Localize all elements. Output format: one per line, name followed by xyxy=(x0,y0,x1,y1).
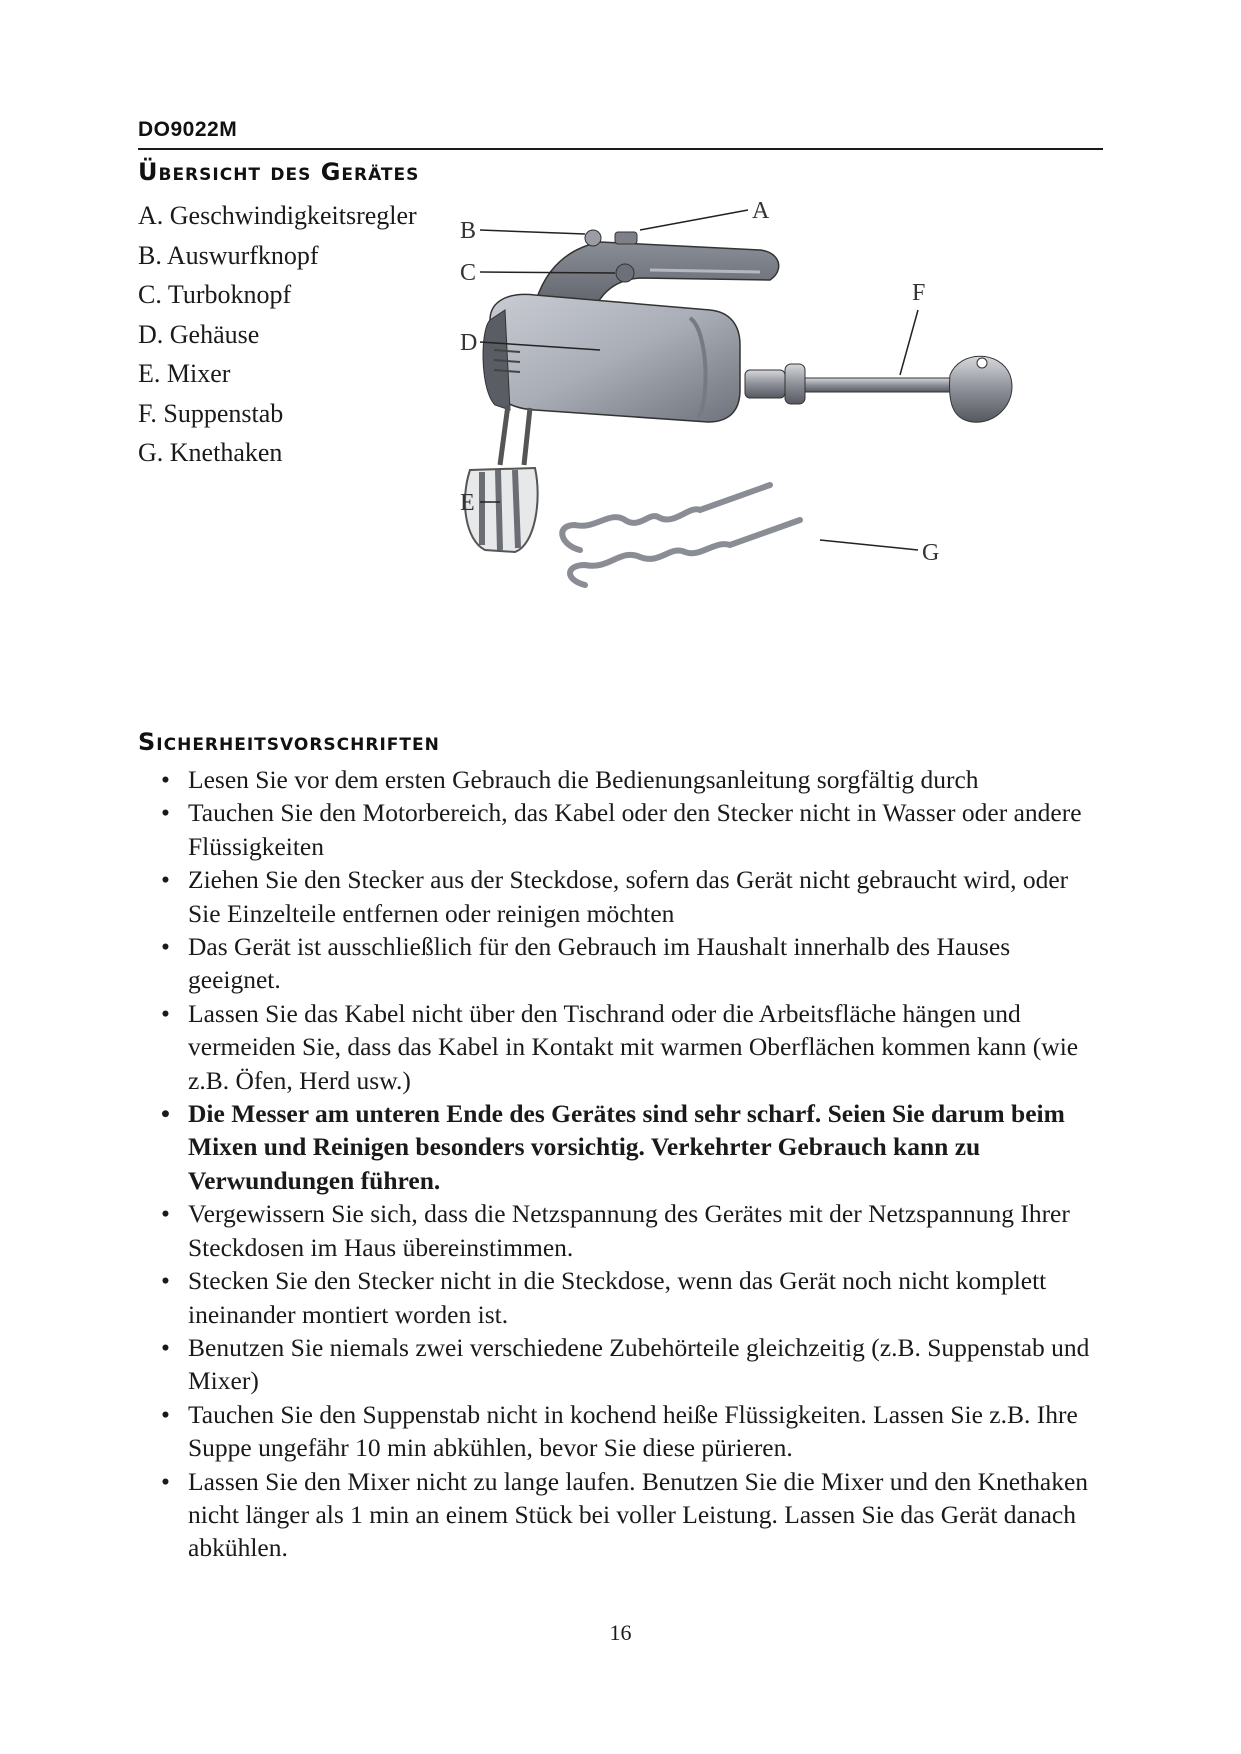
part-item-g: G. Knethaken xyxy=(138,438,283,467)
safety-item: • Vergewissern Sie sich, dass die Netzspannung des Gerätes mit der Netzspannung Ihrer Steckdosen im Haus übereinstimmen. xyxy=(136,1197,1106,1264)
part-item-e: E. Mixer xyxy=(138,359,231,388)
safety-item: • Lassen Sie den Mixer nicht zu lange laufen. Benutzen Sie die Mixer und den Knethaken nicht länger als 1 min an einem Stück bei voller Leistung. Lassen Sie das Gerät danach abkühlen. xyxy=(136,1465,1106,1565)
hand-mixer-diagram xyxy=(460,200,1030,670)
diagram-label-d: D xyxy=(460,330,478,356)
diagram-label-e: E xyxy=(460,490,475,516)
safety-item: • Stecken Sie den Stecker nicht in die Steckdose, wenn das Gerät noch nicht komplett ineinander montiert worden ist. xyxy=(136,1264,1106,1331)
part-item-c: C. Turboknopf xyxy=(138,280,292,309)
diagram-label-a: A xyxy=(752,200,770,224)
safety-heading: Sicherheitsvorschriften xyxy=(138,728,440,756)
mixer-housing xyxy=(483,294,740,422)
header-rule xyxy=(138,148,1103,150)
part-item-a: A. Geschwindigkeitsregler xyxy=(138,201,417,230)
safety-item-warning: • Die Messer am unteren Ende des Gerätes sind sehr scharf. Seien Sie darum beim Mixen und Reinigen besonders vorsichtig. Verkehrter Gebrauch kann zu Verwundungen führen. xyxy=(136,1097,1106,1197)
safety-list xyxy=(136,763,1106,1565)
safety-item: • Benutzen Sie niemals zwei verschiedene Zubehörteile gleichzeitig (z.B. Suppenstab und Mixer) xyxy=(136,1331,1106,1398)
safety-item: • Tauchen Sie den Motorbereich, das Kabel oder den Stecker nicht in Wasser oder andere Flüssigkeiten xyxy=(136,796,1106,863)
dough-hooks xyxy=(562,485,800,585)
part-item-f: F. Suppenstab xyxy=(138,398,284,428)
soup-wand xyxy=(745,356,1012,422)
safety-item: • Tauchen Sie den Suppenstab nicht in kochend heiße Flüssigkeiten. Lassen Sie z.B. Ihre Suppe ungefähr 10 min abkühlen, bevor Sie diese pürieren. xyxy=(136,1398,1106,1465)
safety-item: • Das Gerät ist ausschließlich für den Gebrauch im Haushalt innerhalb des Hauses geeignet. xyxy=(136,930,1106,997)
model-number: DO9022M xyxy=(138,118,238,141)
eject-button xyxy=(585,230,601,246)
diagram-label-f: F xyxy=(912,280,926,306)
diagram-label-c: C xyxy=(460,260,477,286)
page-number: 16 xyxy=(609,1620,632,1645)
part-item-b: B. Auswurfknopf xyxy=(138,240,319,270)
safety-item: • Lassen Sie das Kabel nicht über den Tischrand oder die Arbeitsfläche hängen und vermeiden Sie, dass das Kabel in Kontakt mit warmen Oberflächen kommen kann (wie z.B. Öfen, Herd usw.) xyxy=(136,997,1106,1097)
turbo-button xyxy=(616,264,634,282)
speed-control xyxy=(615,232,637,244)
mixer-beaters xyxy=(465,405,538,552)
parts-list xyxy=(138,196,417,473)
safety-item: • Lesen Sie vor dem ersten Gebrauch die Bedienungsanleitung sorgfältig durch xyxy=(136,763,1106,796)
overview-heading: Übersicht des Gerätes xyxy=(138,158,420,186)
part-item-d: D. Gehäuse xyxy=(138,319,260,349)
diagram-label-g: G xyxy=(922,540,940,566)
safety-item: • Ziehen Sie den Stecker aus der Steckdose, sofern das Gerät nicht gebraucht wird, oder Sie Einzelteile entfernen oder reinigen möchten xyxy=(136,863,1106,930)
diagram-label-b: B xyxy=(460,218,477,244)
